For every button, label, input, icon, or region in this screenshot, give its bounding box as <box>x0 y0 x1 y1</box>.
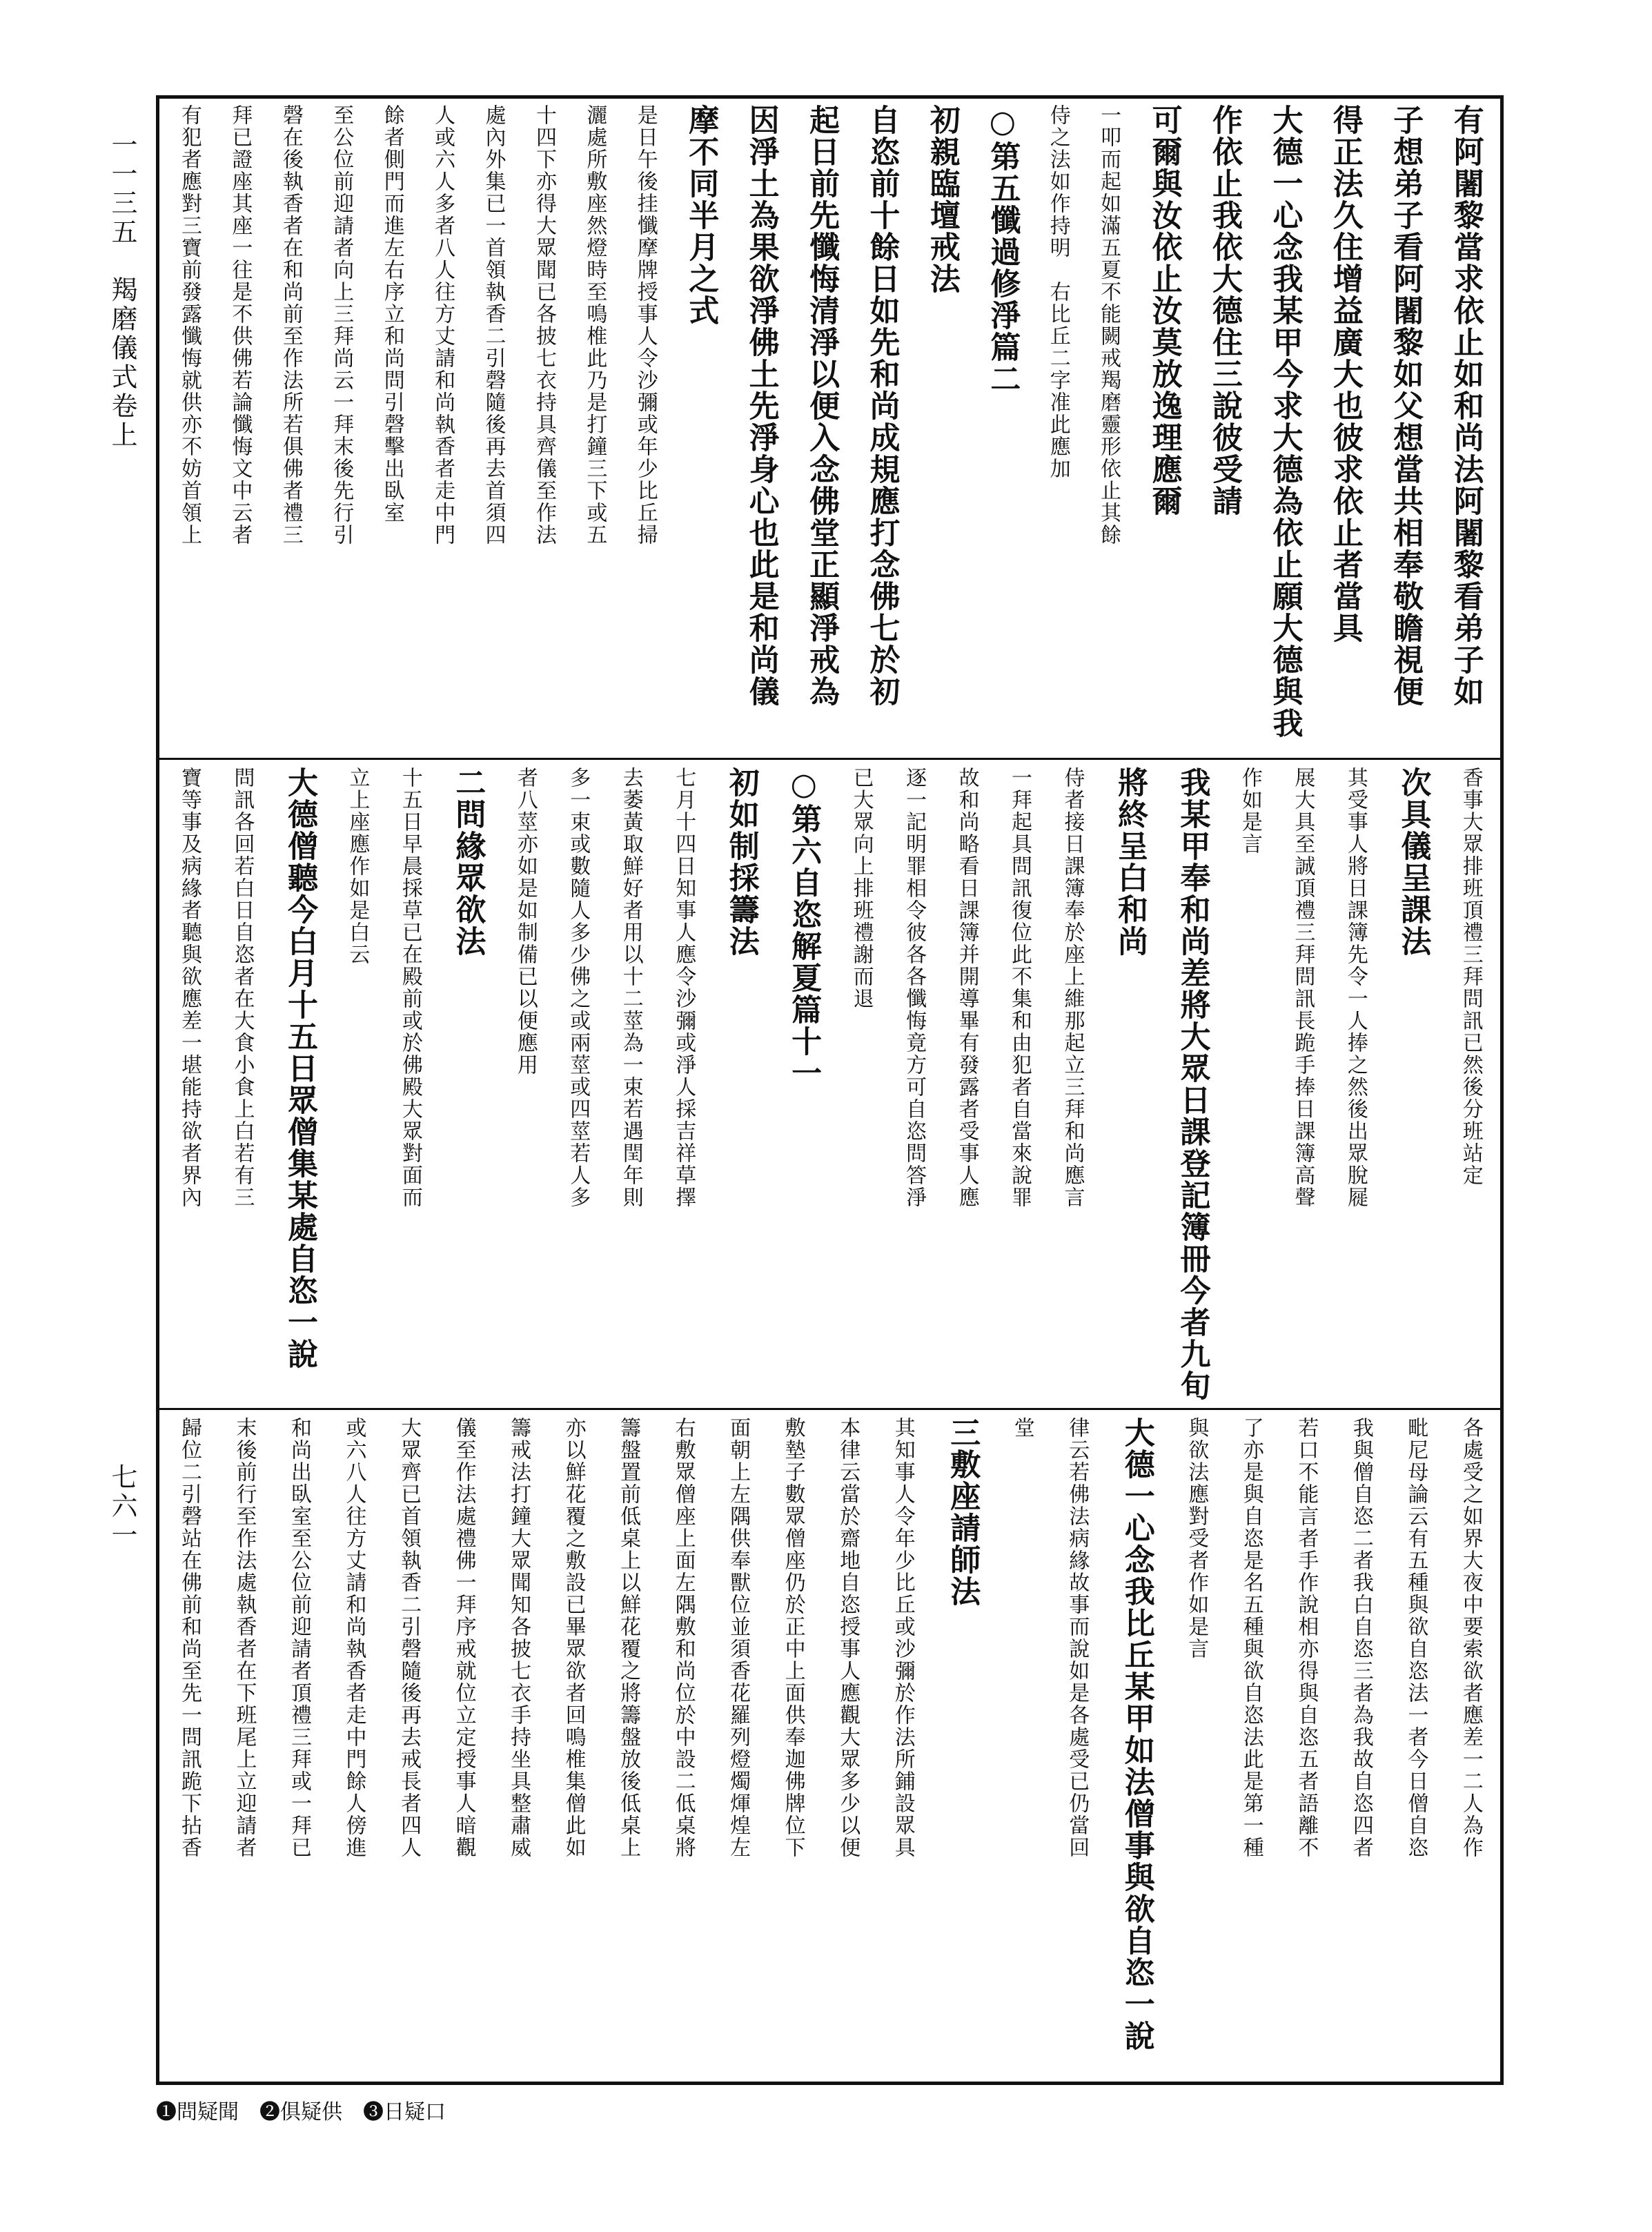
text-column: 摩不同半月之式 <box>683 104 719 326</box>
text-column: 侍者接日課簿奉於座上維那起立三拜和尚應言 <box>1060 767 1085 1208</box>
text-column: 逐一記明罪相令彼各各懺悔竟方可自恣問答淨 <box>902 767 927 1208</box>
band-divider <box>159 758 1500 760</box>
text-column: 餘者側門而進左右序立和尚問引磬擊出臥室 <box>380 104 404 524</box>
text-column: 一叩而起如滿五夏不能闕戒羯磨靈形依止其餘 <box>1097 104 1121 546</box>
text-column: 我與僧自恣二者我白自恣三者為我故自恣四者 <box>1348 1417 1373 1859</box>
text-column: 其受事人將日課簿先令一人捧之然後出眾脫屣 <box>1343 767 1368 1208</box>
text-column: 拜已證座其座一往是不供佛若論懺悔文中云者 <box>228 104 253 546</box>
text-column: 十四下亦得大眾聞已各披七衣持具齊儀至作法 <box>531 104 556 546</box>
text-column: 灑處所敷座然燈時至鳴椎此乃是打鐘三下或五 <box>582 104 607 546</box>
column-group <box>179 767 1481 1402</box>
text-column: 了亦是與自恣是名五種與欲自恣法此是第一種 <box>1239 1417 1263 1859</box>
page-number <box>104 1463 141 1550</box>
text-column: ○第六自恣解夏篇十一 <box>786 767 822 1089</box>
text-column: 有犯者應對三寶前發露懺悔就供亦不妨首領上 <box>177 104 201 546</box>
text-column: 磬在後執香者在和尚前至作法所若俱佛者禮三 <box>278 104 303 546</box>
text-column: 處內外集已一首領執香二引磬隨後再去首須四 <box>481 104 506 546</box>
text-column: 我某甲奉和尚差將大眾日課登記簿冊今者九旬 <box>1174 767 1210 1402</box>
text-frame <box>156 95 1504 2085</box>
text-band-top <box>159 104 1500 749</box>
text-column: 其知事人令年少比丘或沙彌於作法所鋪設眾具 <box>890 1417 915 1859</box>
text-column: 已大眾向上排班禮謝而退 <box>849 767 874 1010</box>
text-column: 得正法久住增益廣大也彼求依止者當具 <box>1327 104 1363 644</box>
page-number-text: 七六一 <box>107 1463 137 1550</box>
text-band-bottom <box>159 1417 1500 2078</box>
page-margin-label <box>104 131 141 450</box>
text-column: 展大具至誠頂禮三拜問訊長跪手捧日課簿高聲 <box>1290 767 1315 1208</box>
text-column: 寶等事及病緣者聽與欲應差一堪能持欲者界內 <box>177 767 201 1208</box>
text-column: 歸位二引磬站在佛前和尚至先一問訊跪下拈香 <box>177 1417 201 1859</box>
band-divider <box>159 1408 1500 1410</box>
text-column: 一拜起具問訊復位此不集和由犯者自當來說罪 <box>1007 767 1032 1208</box>
text-column: 本律云當於齋地自恣授事人應觀大眾多少以便 <box>836 1417 861 1859</box>
text-column: 至公位前迎請者向上三拜尚云一拜末後先行引 <box>329 104 354 546</box>
text-column: 侍之法如作持明 右比丘二字准此應加 <box>1045 104 1070 480</box>
text-column: 毗尼母論云有五種與欲自恣法一者今日僧自恣 <box>1404 1417 1428 1859</box>
text-column: 作如是言 <box>1237 767 1262 855</box>
text-column: 作依止我依大德住三說彼受請 <box>1207 104 1243 517</box>
text-column: 大德一心念我某甲今求大德為依止願大德與我 <box>1267 104 1303 739</box>
text-column: 次具儀呈課法 <box>1395 767 1431 957</box>
column-group <box>177 104 1484 749</box>
text-column: 有阿闍黎當求依止如和尚法阿闍黎看弟子如 <box>1448 104 1484 707</box>
margin-label-text: 一一三五 羯磨儀式卷上 <box>107 131 137 450</box>
text-column: 是日午後挂懺摩牌授事人令沙彌或年少比丘掃 <box>633 104 658 546</box>
text-column: 敷墊子數眾僧座仍於正中上面供奉迦佛牌位下 <box>780 1417 805 1859</box>
text-column: ○第五懺過修淨篇二 <box>985 104 1021 395</box>
text-column: 面朝上左隅供奉獸位並須香花羅列燈燭煇煌左 <box>726 1417 751 1859</box>
text-column: 初親臨壇戒法 <box>924 104 960 295</box>
text-column: 堂 <box>1010 1417 1034 1439</box>
text-column: 立上座應作如是白云 <box>345 767 370 966</box>
text-column: 和尚出臥室至公位前迎請者頂禮三拜或一拜已 <box>287 1417 312 1859</box>
text-column: 因淨土為果欲淨佛土先淨身心也此是和尚儀 <box>743 104 779 707</box>
text-column: 律云若佛法病緣故事而說如是各處受已仍當回 <box>1065 1417 1090 1859</box>
text-column: 籌戒法打鐘大眾聞知各披七衣手持坐具整肅威 <box>507 1417 531 1859</box>
text-column: 可爾與汝依止汝莫放逸理應爾 <box>1146 104 1182 517</box>
text-column: 將終呈白和尚 <box>1112 767 1148 957</box>
column-group <box>179 1417 1481 2078</box>
text-column: 亦以鮮花覆之敷設已畢眾欲者回鳴椎集僧此如 <box>561 1417 586 1859</box>
text-column: 去萎黃取鮮好者用以十二莖為一束若遇閏年則 <box>618 767 643 1208</box>
text-column: 各處受之如界大夜中要索欲者應差一二人為作 <box>1458 1417 1483 1859</box>
text-column: 多一束或數隨人多少佛之或兩莖或四莖若人多 <box>566 767 591 1208</box>
text-column: 與欲法應對受者作如是言 <box>1184 1417 1209 1660</box>
text-column: 大眾齊已首領執香二引磬隨後再去戒長者四人 <box>397 1417 422 1859</box>
text-column: 或六八人往方丈請和尚執香者走中門餘人傍進 <box>342 1417 366 1859</box>
text-column: 若口不能言者手作說相亦得與自恣五者語離不 <box>1294 1417 1319 1859</box>
text-column: 初如制採籌法 <box>723 767 759 957</box>
text-band-middle <box>159 767 1500 1402</box>
footnotes: ❶問疑聞 ❷俱疑供 ❸日疑口 <box>156 2100 446 2124</box>
text-column: 十五日早晨採草已在殿前或於佛殿大眾對面而 <box>397 767 422 1208</box>
text-column: 右敷眾僧座上面左隅敷和尚位於中設二低桌將 <box>671 1417 696 1859</box>
text-column: 人或六人多者八人往方丈請和尚執香者走中門 <box>431 104 455 546</box>
text-column: 子想弟子看阿闍黎如父想當共相奉敬瞻視便 <box>1388 104 1424 707</box>
text-column: 末後前行至作法處執香者在下班尾上立迎請者 <box>232 1417 257 1859</box>
text-column: 大德僧聽今白月十五日眾僧集某處自恣一說 <box>282 767 317 1370</box>
text-column: 大德一心念我比丘某甲如法僧事與欲自恣一說 <box>1119 1417 1154 2052</box>
text-column: 起日前先懺悔清淨以便入念佛堂正顯淨戒為 <box>804 104 840 707</box>
text-column: 故和尚略看日課簿并開導畢有發露者受事人應 <box>954 767 979 1208</box>
text-column: 七月十四日知事人應令沙彌或淨人採吉祥草擇 <box>671 767 696 1208</box>
text-column: 儀至作法處禮佛一拜序戒就位立定授事人暗觀 <box>451 1417 476 1859</box>
text-column: 香事大眾排班頂禮三拜問訊已然後分班站定 <box>1458 767 1483 1186</box>
text-column: 籌盤置前低桌上以鮮花覆之將籌盤放後低桌上 <box>616 1417 641 1859</box>
text-column: 自恣前十餘日如先和尚成規應打念佛七於初 <box>864 104 900 707</box>
text-column: 三敷座請師法 <box>945 1417 981 1607</box>
text-column: 二問緣眾欲法 <box>450 767 486 957</box>
text-column: 問訊各回若白日自恣者在大食小食上白若有三 <box>230 767 255 1208</box>
text-column: 者八莖亦如是如制備已以便應用 <box>513 767 538 1076</box>
